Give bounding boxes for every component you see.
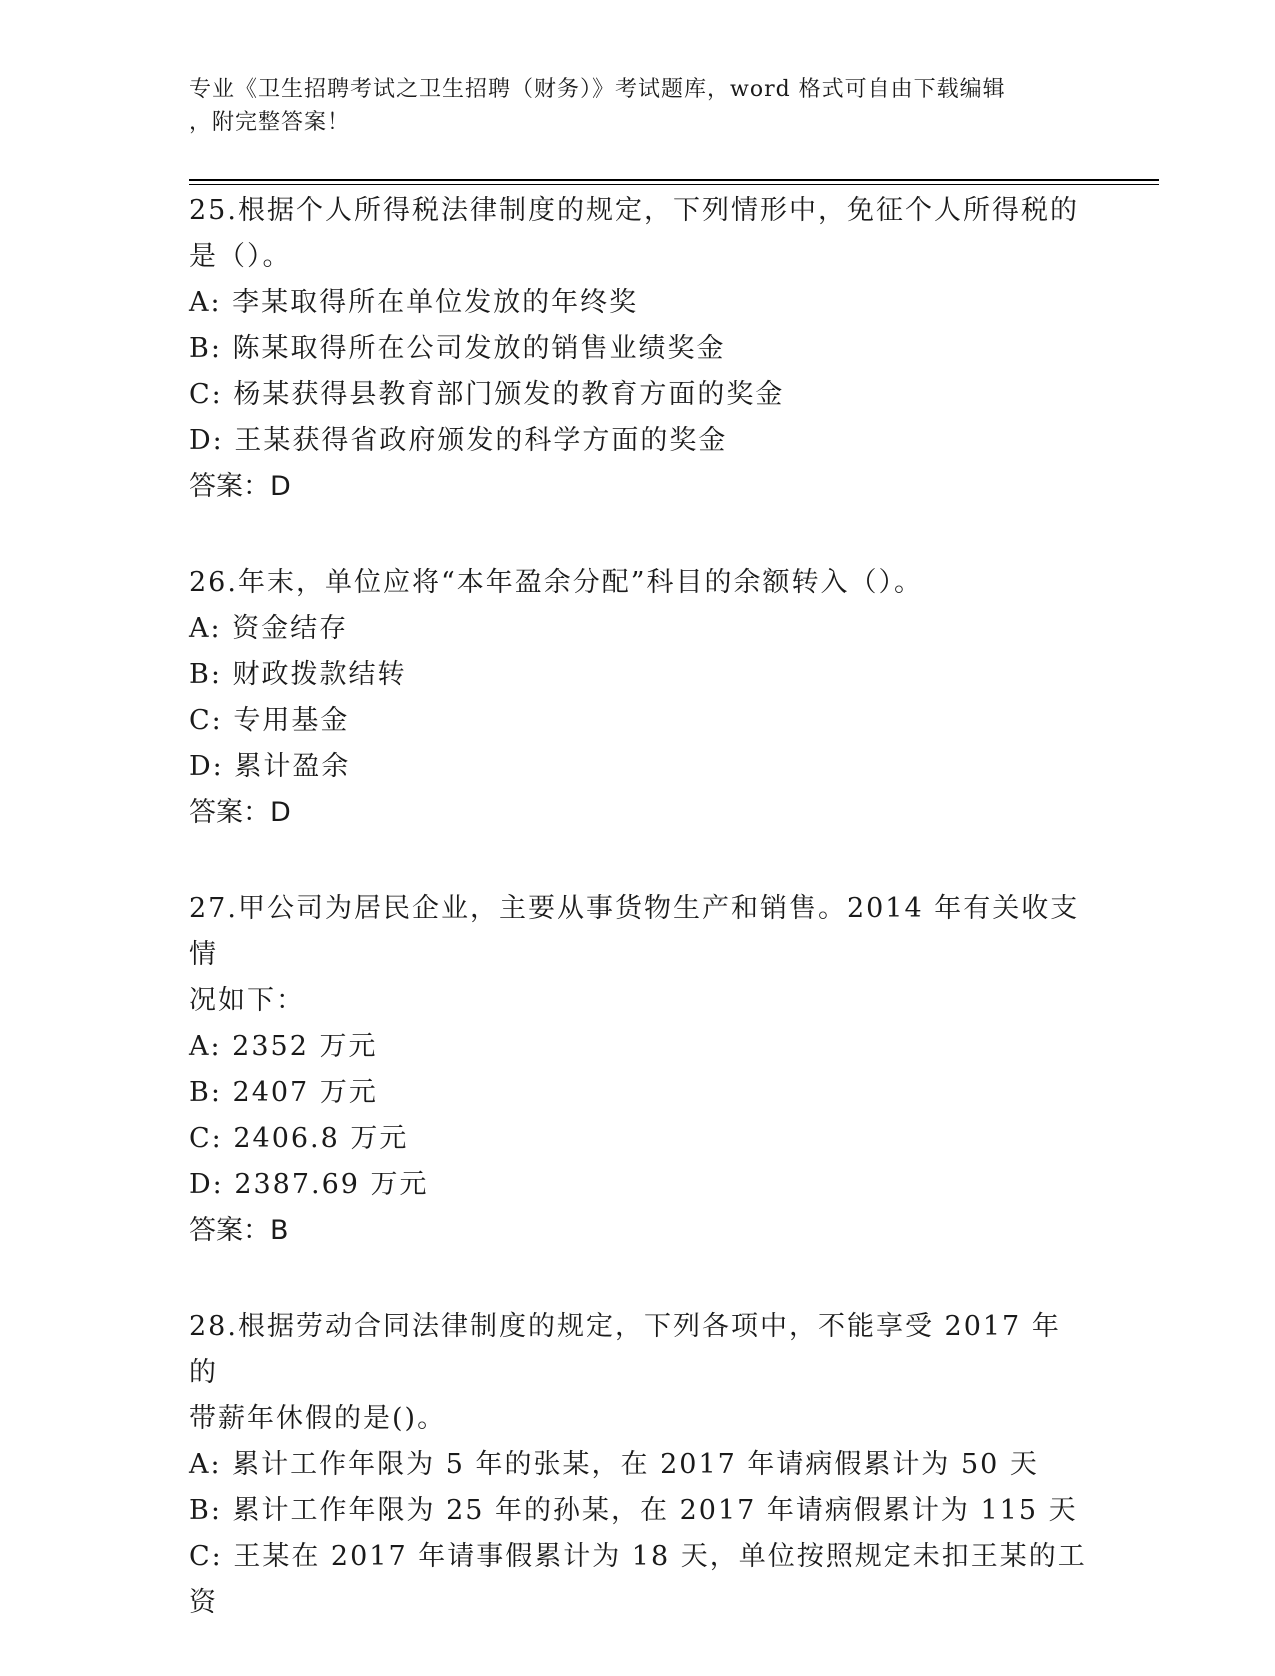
question-list	[189, 188, 1089, 1676]
option-d: D: 累计盈余	[189, 751, 351, 782]
header-divider	[189, 179, 1159, 185]
document-header	[189, 73, 1089, 139]
option-b: B: 陈某取得所在公司发放的销售业绩奖金	[189, 333, 726, 364]
question-26	[189, 560, 1089, 836]
option-b: B: 财政拨款结转	[189, 659, 407, 690]
option-c: C: 王某在 2017 年请事假累计为 18 天，单位按照规定未扣王某的工资	[189, 1541, 1087, 1618]
option-a: A: 资金结存	[189, 613, 349, 644]
option-a: A: 累计工作年限为 5 年的张某，在 2017 年请病假累计为 50 天	[189, 1449, 1039, 1480]
question-25	[189, 188, 1089, 510]
option-a: A: 李某取得所在单位发放的年终奖	[189, 287, 639, 318]
option-c: C: 杨某获得县教育部门颁发的教育方面的奖金	[189, 379, 785, 410]
question-stem: 27.甲公司为居民企业，主要从事货物生产和销售。2014 年有关收支情	[189, 893, 1080, 970]
option-a: A: 2352 万元	[189, 1031, 378, 1062]
question-stem-continued: 是（）。	[189, 241, 292, 272]
question-stem-continued: 带薪年休假的是()。	[189, 1403, 447, 1434]
header-line-1: 专业《卫生招聘考试之卫生招聘（财务）》考试题库，word 格式可自由下载编辑	[189, 77, 1006, 102]
option-c: C: 2406.8 万元	[189, 1123, 409, 1154]
answer-line: 答案：D	[189, 471, 291, 502]
answer-line: 答案：D	[189, 797, 291, 828]
question-stem: 26.年末，单位应将“本年盈余分配”科目的余额转入（）。	[189, 567, 924, 598]
question-stem: 25.根据个人所得税法律制度的规定，下列情形中，免征个人所得税的	[189, 195, 1079, 226]
header-line-2: ，附完整答案！	[189, 110, 351, 135]
question-stem-continued: 况如下：	[189, 985, 305, 1016]
option-b: B: 2407 万元	[189, 1077, 378, 1108]
question-28	[189, 1304, 1089, 1626]
question-stem: 28.根据劳动合同法律制度的规定，下列各项中，不能享受 2017 年的	[189, 1311, 1061, 1388]
option-b: B: 累计工作年限为 25 年的孙某，在 2017 年请病假累计为 115 天	[189, 1495, 1078, 1526]
answer-line: 答案：B	[189, 1215, 289, 1246]
question-27	[189, 886, 1089, 1254]
option-c: C: 专用基金	[189, 705, 350, 736]
option-d: D: 王某获得省政府颁发的科学方面的奖金	[189, 425, 728, 456]
option-d: D: 2387.69 万元	[189, 1169, 429, 1200]
